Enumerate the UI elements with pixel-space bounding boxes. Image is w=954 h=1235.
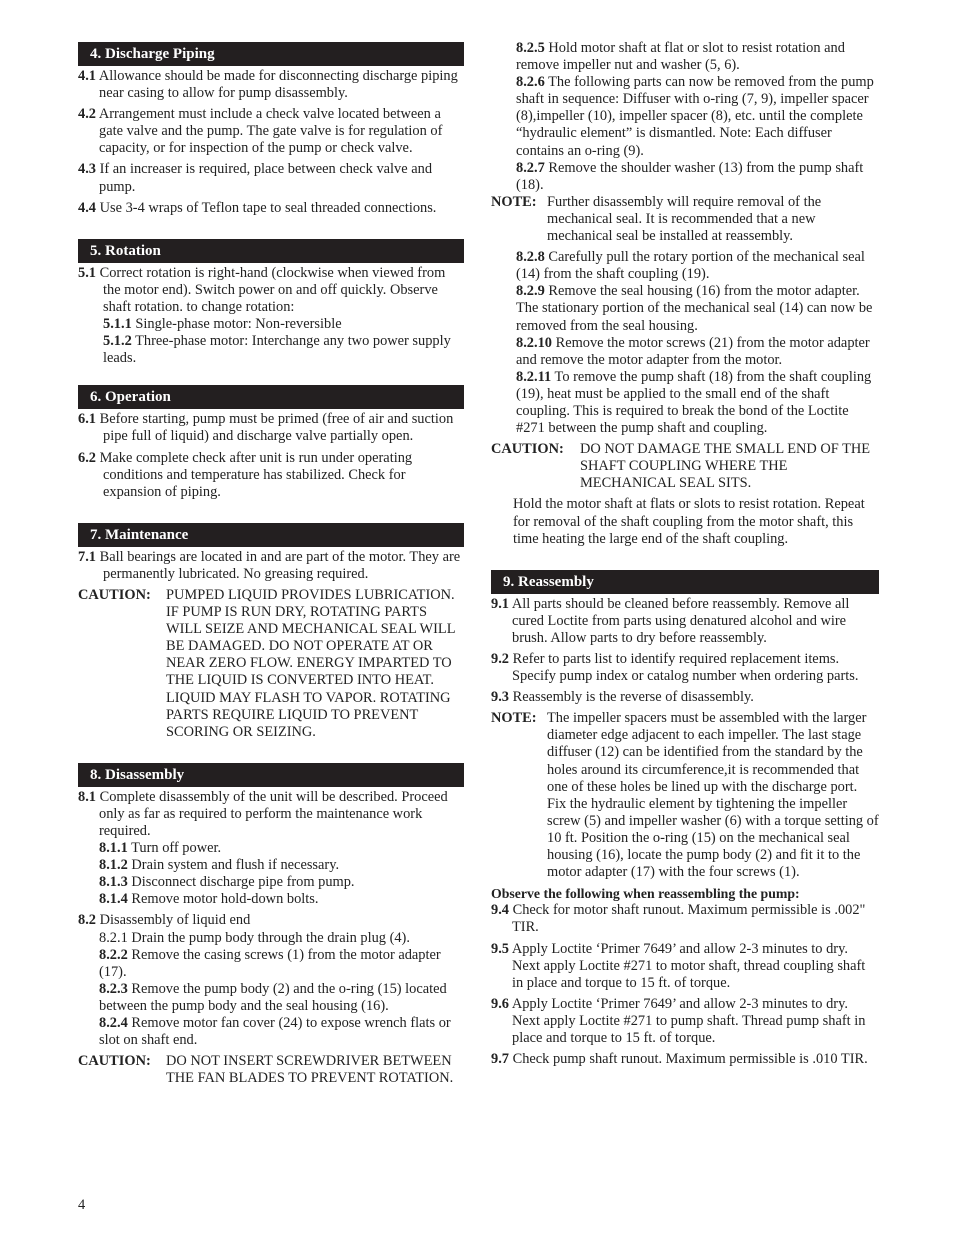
caution-8-b: CAUTION: DO NOT DAMAGE THE SMALL END OF THE SHAFT COUPLING WHERE THE MECHANICAL SEAL SITS. <box>491 441 871 492</box>
item-4-1: 4.1 Allowance should be made for disconnecting discharge piping near casing to allow for pump disassembly. <box>78 68 458 102</box>
item-9-3: 9.3 Reassembly is the reverse of disassembly. <box>491 689 754 706</box>
item-5-1-1: 5.1.1 Single-phase motor: Non-reversible <box>103 316 342 333</box>
item-8-2-11: 8.2.11 To remove the pump shaft (18) from the shaft coupling (19), heat must be applied to the small end of the shaft coupling. This is required to break the bond of the Loctite #271 between the pump shaft and coupling. <box>516 368 872 437</box>
section-7-heading: 7. Maintenance <box>78 523 464 547</box>
item-9-4: 9.4 Check for motor shaft runout. Maximum permissible is .002" TIR. <box>491 902 866 936</box>
item-8-2: 8.2 Disassembly of liquid end <box>78 912 251 929</box>
section-8-heading: 8. Disassembly <box>78 763 464 787</box>
item-5-1: 5.1 Correct rotation is right-hand (clockwise when viewed from the motor end). Switch power on and off quickly. Observe shaft rotation. to change rotation: <box>78 264 446 315</box>
item-6-2: 6.2 Make complete check after unit is run under operating conditions and temperature has stabilized. Check for expansion of piping. <box>78 449 413 500</box>
item-8-2-1: 8.2.1 Drain the pump body through the drain plug (4). <box>99 929 410 946</box>
left-column <box>78 42 464 1091</box>
caution-7: CAUTION: PUMPED LIQUID PROVIDES LUBRICATION. IF PUMP IS RUN DRY, ROTATING PARTS WILL SEIZE AND MECHANICAL SEAL WILL BE DAMAGED. DO NOT OPERATE AT OR NEAR ZERO FLOW. ENERGY IMPARTED TO THE LIQUID IS CONVERTED INTO HEAT. LIQUID MAY FLASH TO VAPOR. ROTATING PARTS REQUIRE LIQUID TO PREVENT SCORING OR SEIZING. <box>78 586 455 740</box>
item-9-5: 9.5 Apply Loctite ‘Primer 7649’ and allow 2-3 minutes to dry. Next apply Loctite #271 to motor shaft, thread coupling shaft in place and torque to 15 ft. of torque. <box>491 940 866 991</box>
item-8-1-1: 8.1.1 Turn off power. <box>99 840 222 857</box>
item-9-2: 9.2 Refer to parts list to identify required replacement items. Specify pump index or catalog number when ordering parts. <box>491 651 859 685</box>
item-4-2: 4.2 Arrangement must include a check valve located between a gate valve and the pump. The gate valve is for regulation of capacity, or for inspection of the pump or check valve. <box>78 106 443 157</box>
item-8-1-4: 8.1.4 Remove motor hold-down bolts. <box>99 891 319 908</box>
section-9-heading: 9. Reassembly <box>491 570 879 594</box>
item-9-1: 9.1 All parts should be cleaned before reassembly. Remove all cured Loctite from parts using denatured alcohol and wire brush. Allow parts to dry before reassembly. <box>491 595 850 646</box>
item-8-1-2: 8.1.2 Drain system and flush if necessary. <box>99 857 340 874</box>
section-6-heading: 6. Operation <box>78 385 464 409</box>
item-8-2-10: 8.2.10 Remove the motor screws (21) from the motor adapter and remove the motor adapter from the motor. <box>516 334 870 368</box>
item-9-6: 9.6 Apply Loctite ‘Primer 7649’ and allow 2-3 minutes to dry. Next apply Loctite #271 to pump shaft. Thread pump shaft in place and torque to 15 ft. of torque. <box>491 995 866 1046</box>
item-8-2-3: 8.2.3 Remove the pump body (2) and the o-ring (15) located between the pump body and the seal housing (16). <box>99 980 447 1014</box>
note-8: NOTE: Further disassembly will require removal of the mechanical seal. It is recommended that a new mechanical seal be installed at reassembly. <box>491 193 822 245</box>
section-5-heading: 5. Rotation <box>78 239 464 263</box>
item-8-2-7: 8.2.7 Remove the shoulder washer (13) from the pump shaft (18). <box>516 159 864 193</box>
closing-paragraph-8: Hold the motor shaft at flats or slots to resist rotation. Repeat for removal of the shaft coupling from the motor shaft, this time heating the large end of the shaft coupling. <box>513 496 865 547</box>
item-5-1-2: 5.1.2 Three-phase motor: Interchange any two power supply leads. <box>103 333 451 367</box>
caution-8-a: CAUTION: DO NOT INSERT SCREWDRIVER BETWEEN THE FAN BLADES TO PREVENT ROTATION. <box>78 1053 454 1087</box>
item-8-2-8: 8.2.8 Carefully pull the rotary portion of the mechanical seal (14) from the shaft coupling (19). <box>516 249 865 283</box>
item-6-1: 6.1 Before starting, pump must be primed (free of air and suction pipe full of liquid) and discharge valve partially open. <box>78 411 454 445</box>
item-7-1: 7.1 Ball bearings are located in and are part of the motor. They are permanently lubricated. No greasing required. <box>78 548 461 582</box>
item-8-2-9: 8.2.9 Remove the seal housing (16) from the motor adapter. The stationary portion of the mechanical seal (14) can now be removed from the seal housing. <box>516 283 873 334</box>
item-9-7: 9.7 Check pump shaft runout. Maximum permissible is .010 TIR. <box>491 1051 868 1068</box>
right-column <box>491 40 879 1072</box>
item-4-3: 4.3 If an increaser is required, place between check valve and pump. <box>78 161 433 195</box>
item-4-4: 4.4 Use 3-4 wraps of Teflon tape to seal threaded connections. <box>78 199 437 216</box>
page-number: 4 <box>78 1197 86 1213</box>
item-8-2-4: 8.2.4 Remove motor fan cover (24) to expose wrench flats or slot on shaft end. <box>99 1015 451 1049</box>
item-8-2-5: 8.2.5 Hold motor shaft at flat or slot to resist rotation and remove impeller nut and washer (5, 6). <box>516 40 845 74</box>
note-9: NOTE: The impeller spacers must be assembled with the larger diameter edge adjacent to each impeller. The last stage diffuser (12) can be identified from the standard by the holes around its circumference,it is recommended that one of these holes be lined up with the discharge port. Fix the hydraulic element by tightening the impeller screw (5) and impeller washer (6) with a torque setting of 10 ft. Position the o-ring (15) on the mechanical seal housing (16), locate the pump body (2) and fit it to the motor adapter (17) with the four screws (1). <box>491 710 879 881</box>
item-8-2-6: 8.2.6 The following parts can now be removed from the pump shaft in sequence: Diffuser with o-ring (7, 9), impeller spacer (8),impeller (10), impeller spacer (8), etc. until the complete “hydraulic element” is dismantled. Note: Each diffuser contains an o-ring (9). <box>516 74 874 159</box>
section-4-heading: 4. Discharge Piping <box>78 42 464 66</box>
item-8-2-2: 8.2.2 Remove the casing screws (1) from the motor adapter (17). <box>99 946 441 980</box>
observe-heading: Observe the following when reassembling the pump: <box>491 886 800 902</box>
item-8-1: 8.1 Complete disassembly of the unit will be described. Proceed only as far as required to perform the maintenance work required. <box>78 788 448 839</box>
item-8-1-3: 8.1.3 Disconnect discharge pipe from pump. <box>99 874 355 891</box>
